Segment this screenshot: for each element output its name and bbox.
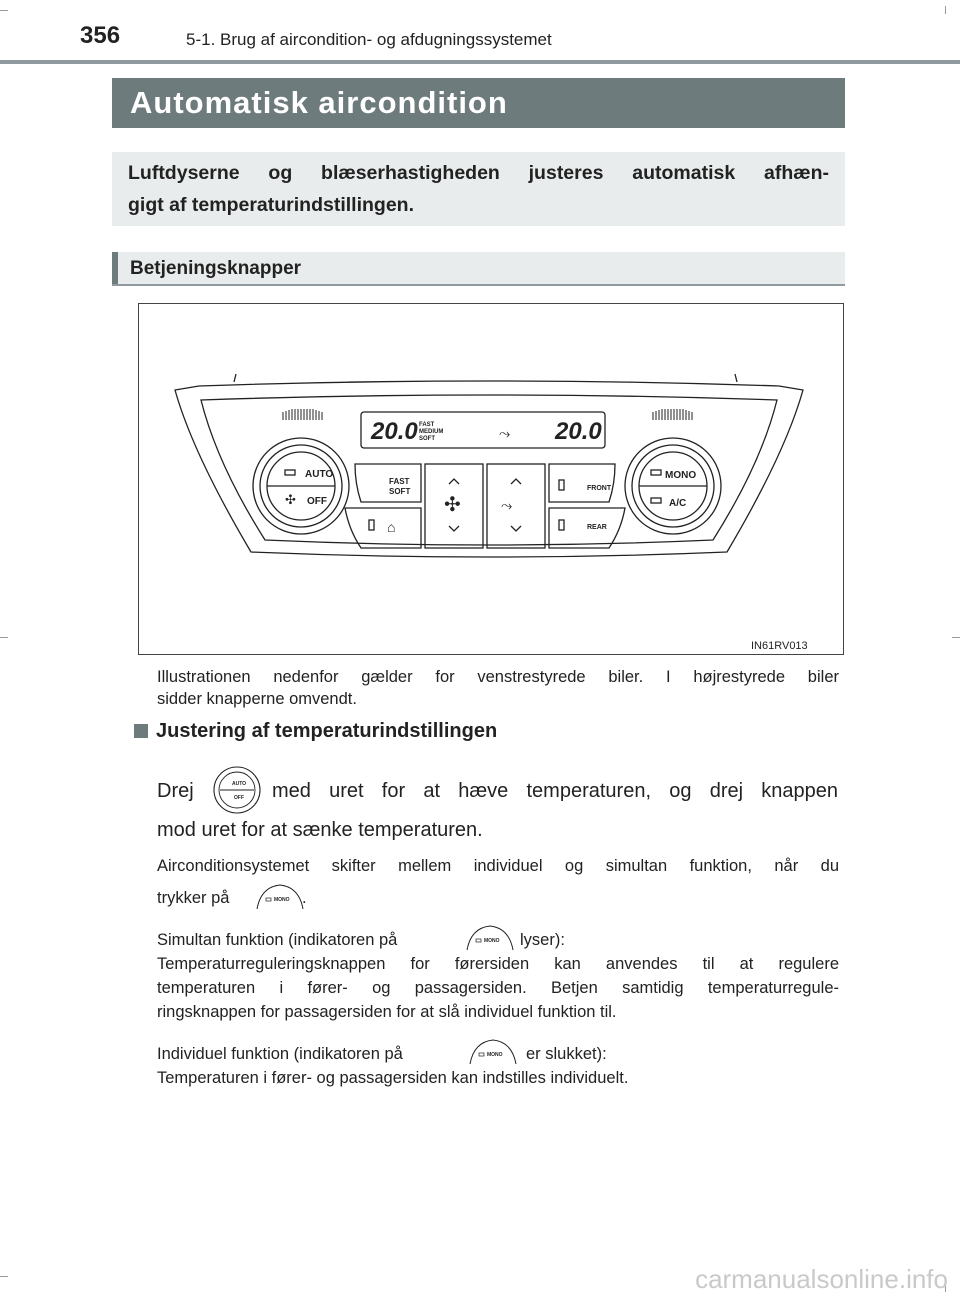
para4-line-2: Temperaturen i fører- og passagersiden kan indstilles individuelt. — [157, 1069, 629, 1087]
page-title: Automatisk aircondition — [112, 78, 845, 128]
off-label: OFF — [307, 496, 327, 507]
figure-code: IN61RV013 — [751, 640, 808, 652]
control-panel-figure — [138, 303, 844, 655]
para1-line-2: mod uret for at sænke temperaturen. — [157, 819, 483, 841]
subsection-bullet — [134, 724, 148, 738]
mono-button-icon-label: MONO — [274, 897, 290, 903]
panel-bezel — [175, 381, 803, 557]
auto-label: AUTO — [305, 469, 334, 480]
fast-soft-button — [355, 464, 421, 502]
para3-line-3: temperaturen i fører- og passagersiden. Betjen samtidig temperaturregule- — [157, 979, 839, 997]
rear-label: REAR — [587, 524, 607, 531]
crop-mark — [0, 1276, 8, 1277]
auto-knob-icon-off: OFF — [234, 795, 244, 801]
crop-mark — [0, 10, 8, 11]
crop-mark — [0, 637, 8, 638]
auto-knob-icon — [212, 765, 262, 815]
auto-knob-icon-auto: AUTO — [232, 781, 247, 787]
subsection-title: Justering af temperaturindstillingen — [156, 720, 498, 742]
mono-button-icon — [465, 924, 515, 952]
para3-line-4: ringsknappen for passagersiden for at slå individuel funktion til. — [157, 1003, 617, 1021]
para2-line-1: Airconditionsystemet skifter mellem individuel og simultan funktion, når du — [157, 857, 839, 875]
figure-note-line-1: Illustrationen nedenfor gælder for venstrestyrede biler. I højrestyrede biler — [157, 668, 839, 686]
para3-before: Simultan funktion (indikatoren på — [157, 931, 398, 949]
section-accent — [112, 252, 118, 284]
para2-before: trykker på — [157, 889, 230, 907]
mono-button-icon-label: MONO — [487, 1052, 503, 1058]
crop-mark — [952, 637, 960, 638]
para4-before: Individuel funktion (indikatoren på — [157, 1045, 403, 1063]
air-flow-icon: ⤳ — [501, 497, 513, 513]
para3-after: lyser): — [520, 931, 565, 949]
display-fan-medium: MEDIUM — [419, 429, 444, 435]
section-header — [112, 252, 845, 286]
air-mode-button — [487, 464, 545, 548]
front-label: FRONT — [587, 485, 612, 492]
para4-after: er slukket): — [526, 1045, 607, 1063]
fan-small-icon: ✣ — [285, 492, 296, 507]
chapter-title: 5-1. Brug af aircondition- og afdugningssystemet — [186, 30, 552, 49]
fan-icon: ✣ — [444, 494, 461, 516]
intro-line-1: Luftdyserne og blæserhastigheden justeres automatisk afhæn- — [128, 162, 829, 184]
display-left-temp: 20.0 — [371, 418, 418, 445]
header-rule — [0, 60, 960, 64]
display-fan-soft: SOFT — [419, 436, 435, 442]
para3-line-2: Temperaturreguleringsknappen for førersiden kan anvendes til at regulere — [157, 955, 839, 973]
display-fan-fast: FAST — [419, 422, 435, 428]
intro-line-2: gigt af temperaturindstillingen. — [128, 194, 415, 216]
page-number: 356 — [80, 22, 121, 49]
para2-after: . — [302, 889, 307, 907]
mono-label: MONO — [665, 470, 697, 481]
para1-rest: med uret for at hæve temperaturen, og drej knappen — [272, 780, 838, 802]
display-right-temp: 20.0 — [555, 418, 602, 445]
ac-label: A/C — [669, 498, 687, 509]
recirc-button — [345, 508, 421, 548]
control-panel-drawing — [139, 304, 843, 654]
display-mode-icon: ⤳ — [499, 425, 511, 441]
soft-label: SOFT — [389, 487, 411, 496]
watermark: carmanualsonline.info — [695, 1264, 948, 1294]
recirc-car-icon: ⌂ — [387, 519, 396, 535]
mono-button-icon — [468, 1038, 518, 1066]
intro-box — [112, 152, 845, 226]
para1-drej: Drej — [157, 780, 194, 802]
crop-mark — [945, 6, 946, 14]
section-title: Betjeningsknapper — [130, 258, 302, 279]
figure-note-line-2: sidder knapperne omvendt. — [157, 690, 357, 708]
mono-button-icon — [255, 883, 305, 911]
mono-button-icon-label: MONO — [484, 938, 500, 944]
fast-label: FAST — [389, 477, 410, 486]
